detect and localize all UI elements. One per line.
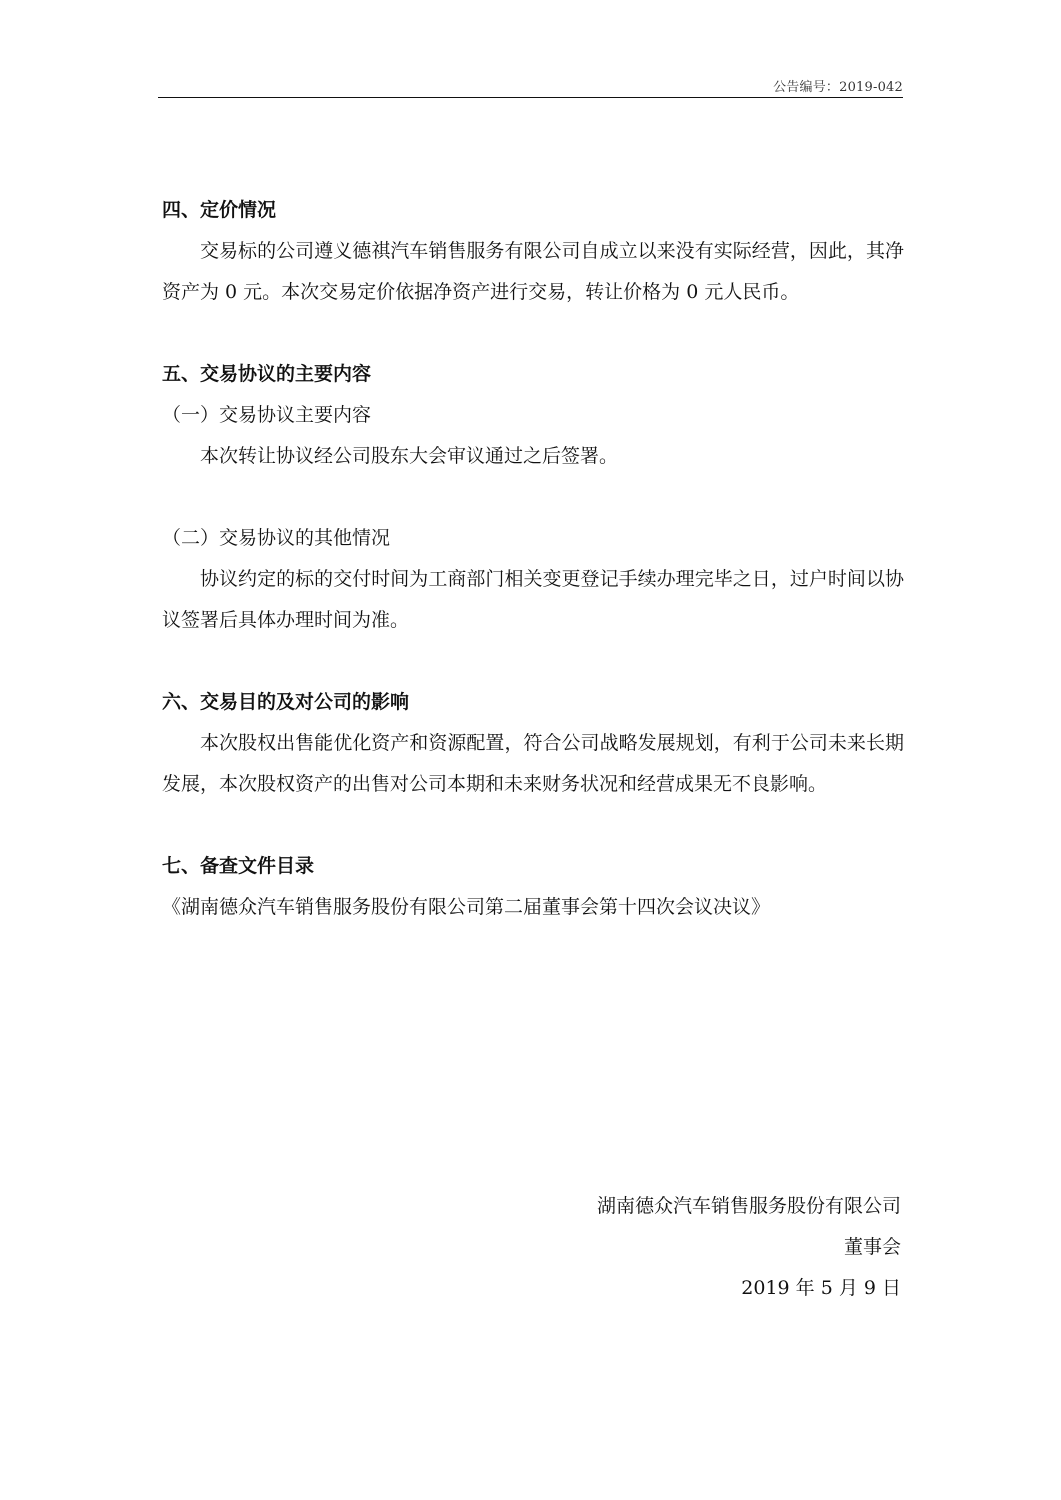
announcement-number: 公告编号：2019-042 bbox=[773, 80, 903, 95]
section-pricing-title: 四、定价情况 bbox=[162, 199, 277, 221]
spacer bbox=[162, 313, 904, 354]
signature-company: 湖南德众汽车销售服务股份有限公司 bbox=[596, 1195, 901, 1217]
header-divider bbox=[158, 97, 903, 98]
section-documents-item: 《湖南德众汽车销售服务股份有限公司第二届董事会第十四次会议决议》 bbox=[162, 896, 771, 918]
spacer bbox=[162, 641, 904, 682]
signature-board: 董事会 bbox=[843, 1236, 901, 1258]
spacer bbox=[162, 805, 904, 846]
section-purpose-body: 本次股权出售能优化资产和资源配置，符合公司战略发展规划，有利于公司未来长期发展，本次股权资产的出售对公司本期和未来财务状况和经营成果无不良影响。 bbox=[162, 732, 904, 795]
section-agreement-title: 五、交易协议的主要内容 bbox=[162, 363, 372, 385]
agreement-sub2-body: 协议约定的标的交付时间为工商部门相关变更登记手续办理完毕之日，过户时间以协议签署后具体办理时间为准。 bbox=[162, 568, 904, 631]
signature-date: 2019 年 5 月 9 日 bbox=[741, 1277, 901, 1299]
section-pricing-body: 交易标的公司遵义德祺汽车销售服务有限公司自成立以来没有实际经营，因此，其净资产为 0 元。本次交易定价依据净资产进行交易，转让价格为 0 元人民币。 bbox=[162, 240, 904, 303]
section-purpose-title: 六、交易目的及对公司的影响 bbox=[162, 691, 410, 713]
signature-block bbox=[597, 1186, 901, 1309]
agreement-sub1-body: 本次转让协议经公司股东大会审议通过之后签署。 bbox=[200, 445, 619, 467]
agreement-sub2-title: （二）交易协议的其他情况 bbox=[162, 527, 391, 549]
section-documents-title: 七、备查文件目录 bbox=[162, 855, 315, 877]
document-body bbox=[162, 190, 904, 928]
agreement-sub1-title: （一）交易协议主要内容 bbox=[162, 404, 372, 426]
spacer bbox=[162, 477, 904, 518]
